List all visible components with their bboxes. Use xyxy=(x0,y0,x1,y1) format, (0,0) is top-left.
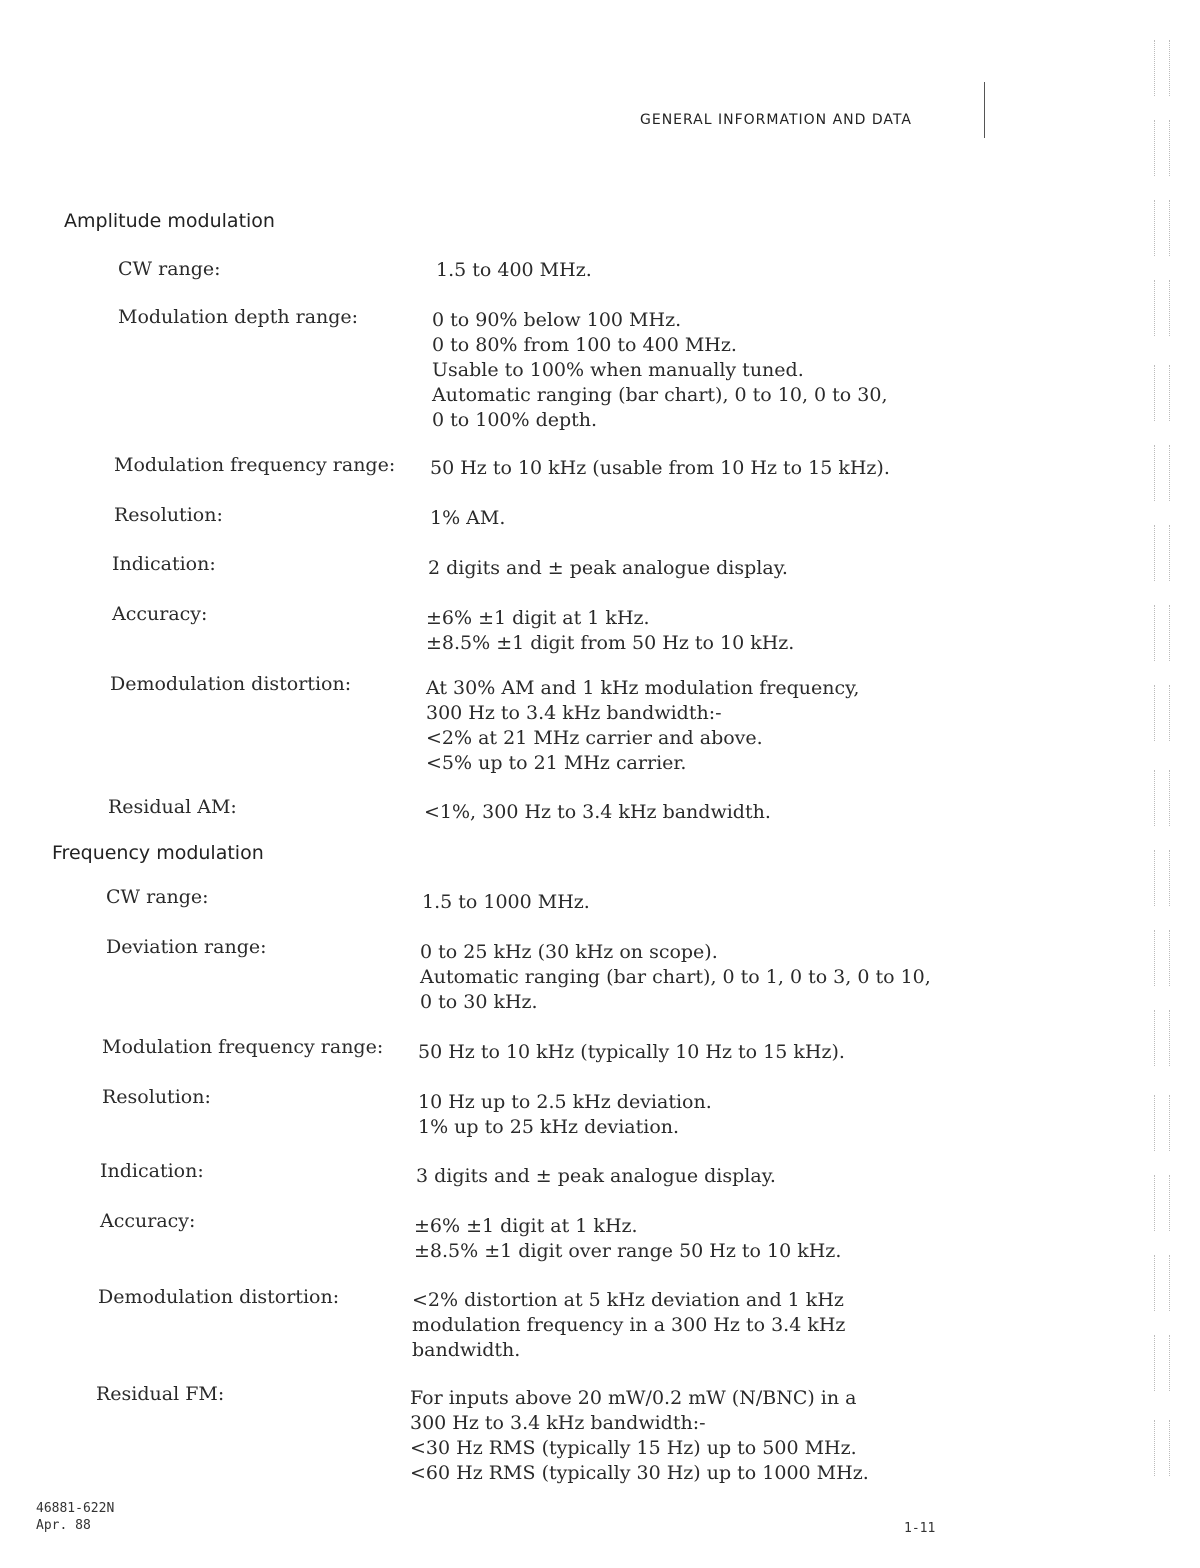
spec-value xyxy=(426,606,794,656)
spec-line: 50 Hz to 10 kHz (typically 10 Hz to 15 kHz). xyxy=(418,1041,845,1063)
binder-marks xyxy=(1150,40,1178,1540)
spec-label: Indication: xyxy=(112,553,216,575)
spec-line: 1.5 to 1000 MHz. xyxy=(422,891,590,913)
spec-label: Resolution: xyxy=(102,1086,211,1108)
spec-line: 50 Hz to 10 kHz (usable from 10 Hz to 15 kHz). xyxy=(430,457,890,479)
spec-line: 1% up to 25 kHz deviation. xyxy=(418,1116,680,1138)
spec-line: 0 to 25 kHz (30 kHz on scope). xyxy=(420,941,718,963)
spec-label: Modulation frequency range: xyxy=(102,1036,384,1058)
spec-line: <2% at 21 MHz carrier and above. xyxy=(426,727,763,749)
spec-line: <1%, 300 Hz to 3.4 kHz bandwidth. xyxy=(424,801,771,823)
footer-left xyxy=(36,1500,114,1534)
spec-value xyxy=(416,1164,776,1189)
spec-line: Automatic ranging (bar chart), 0 to 10, 0 to 30, xyxy=(432,384,888,406)
spec-label: Deviation range: xyxy=(106,936,267,958)
spec-line: 0 to 90% below 100 MHz. xyxy=(432,309,682,331)
spec-line: <60 Hz RMS (typically 30 Hz) up to 1000 MHz. xyxy=(410,1462,869,1484)
spec-value xyxy=(420,940,931,1015)
spec-value xyxy=(422,890,590,915)
spec-value xyxy=(432,308,888,433)
spec-label: Resolution: xyxy=(114,504,223,526)
spec-value xyxy=(418,1040,845,1065)
spec-label: Residual AM: xyxy=(108,796,237,818)
spec-line: 1% AM. xyxy=(430,507,506,529)
spec-value xyxy=(436,258,592,283)
spec-line: <5% up to 21 MHz carrier. xyxy=(426,752,687,774)
spec-line: <30 Hz RMS (typically 15 Hz) up to 500 MHz. xyxy=(410,1437,857,1459)
spec-line: 0 to 30 kHz. xyxy=(420,991,538,1013)
spec-line: 2 digits and ± peak analogue display. xyxy=(428,557,788,579)
spec-label: Accuracy: xyxy=(112,603,208,625)
spec-line: 10 Hz up to 2.5 kHz deviation. xyxy=(418,1091,712,1113)
spec-line: <2% distortion at 5 kHz deviation and 1 kHz xyxy=(412,1289,844,1311)
spec-line: Usable to 100% when manually tuned. xyxy=(432,359,804,381)
spec-value xyxy=(428,556,788,581)
spec-value xyxy=(418,1090,712,1140)
spec-line: 0 to 80% from 100 to 400 MHz. xyxy=(432,334,737,356)
spec-value xyxy=(426,676,859,776)
document-date: Apr. 88 xyxy=(36,1518,91,1533)
spec-line: bandwidth. xyxy=(412,1339,521,1361)
spec-label: Demodulation distortion: xyxy=(98,1286,340,1308)
header-rule xyxy=(984,82,985,138)
spec-label: CW range: xyxy=(118,258,221,280)
section-title-amplitude-modulation: Amplitude modulation xyxy=(64,210,275,232)
spec-line: For inputs above 20 mW/0.2 mW (N/BNC) in a xyxy=(410,1387,857,1409)
spec-label: Modulation frequency range: xyxy=(114,454,396,476)
spec-label: Indication: xyxy=(100,1160,204,1182)
spec-label: Residual FM: xyxy=(96,1383,225,1405)
spec-value xyxy=(414,1214,841,1264)
spec-line: ±6% ±1 digit at 1 kHz. xyxy=(426,607,650,629)
section-title-frequency-modulation: Frequency modulation xyxy=(52,842,264,864)
spec-line: 300 Hz to 3.4 kHz bandwidth:- xyxy=(426,702,722,724)
running-header: GENERAL INFORMATION AND DATA xyxy=(640,112,912,128)
spec-line: 3 digits and ± peak analogue display. xyxy=(416,1165,776,1187)
spec-label: Modulation depth range: xyxy=(118,306,359,328)
spec-label: Accuracy: xyxy=(100,1210,196,1232)
spec-label: CW range: xyxy=(106,886,209,908)
document-number: 46881-622N xyxy=(36,1501,115,1516)
spec-line: ±8.5% ±1 digit over range 50 Hz to 10 kHz. xyxy=(414,1240,842,1262)
spec-value xyxy=(430,506,505,531)
spec-line: 0 to 100% depth. xyxy=(432,409,598,431)
spec-line: 300 Hz to 3.4 kHz bandwidth:- xyxy=(410,1412,706,1434)
spec-line: At 30% AM and 1 kHz modulation frequency, xyxy=(426,677,860,699)
spec-label: Demodulation distortion: xyxy=(110,673,352,695)
spec-value xyxy=(430,456,890,481)
spec-line: 1.5 to 400 MHz. xyxy=(436,259,592,281)
spec-value xyxy=(410,1386,869,1486)
spec-value xyxy=(412,1288,845,1363)
page-number: 1-11 xyxy=(904,1521,936,1536)
spec-value xyxy=(424,800,771,825)
spec-line: modulation frequency in a 300 Hz to 3.4 kHz xyxy=(412,1314,846,1336)
spec-line: Automatic ranging (bar chart), 0 to 1, 0 to 3, 0 to 10, xyxy=(420,966,931,988)
spec-line: ±8.5% ±1 digit from 50 Hz to 10 kHz. xyxy=(426,632,795,654)
spec-line: ±6% ±1 digit at 1 kHz. xyxy=(414,1215,638,1237)
